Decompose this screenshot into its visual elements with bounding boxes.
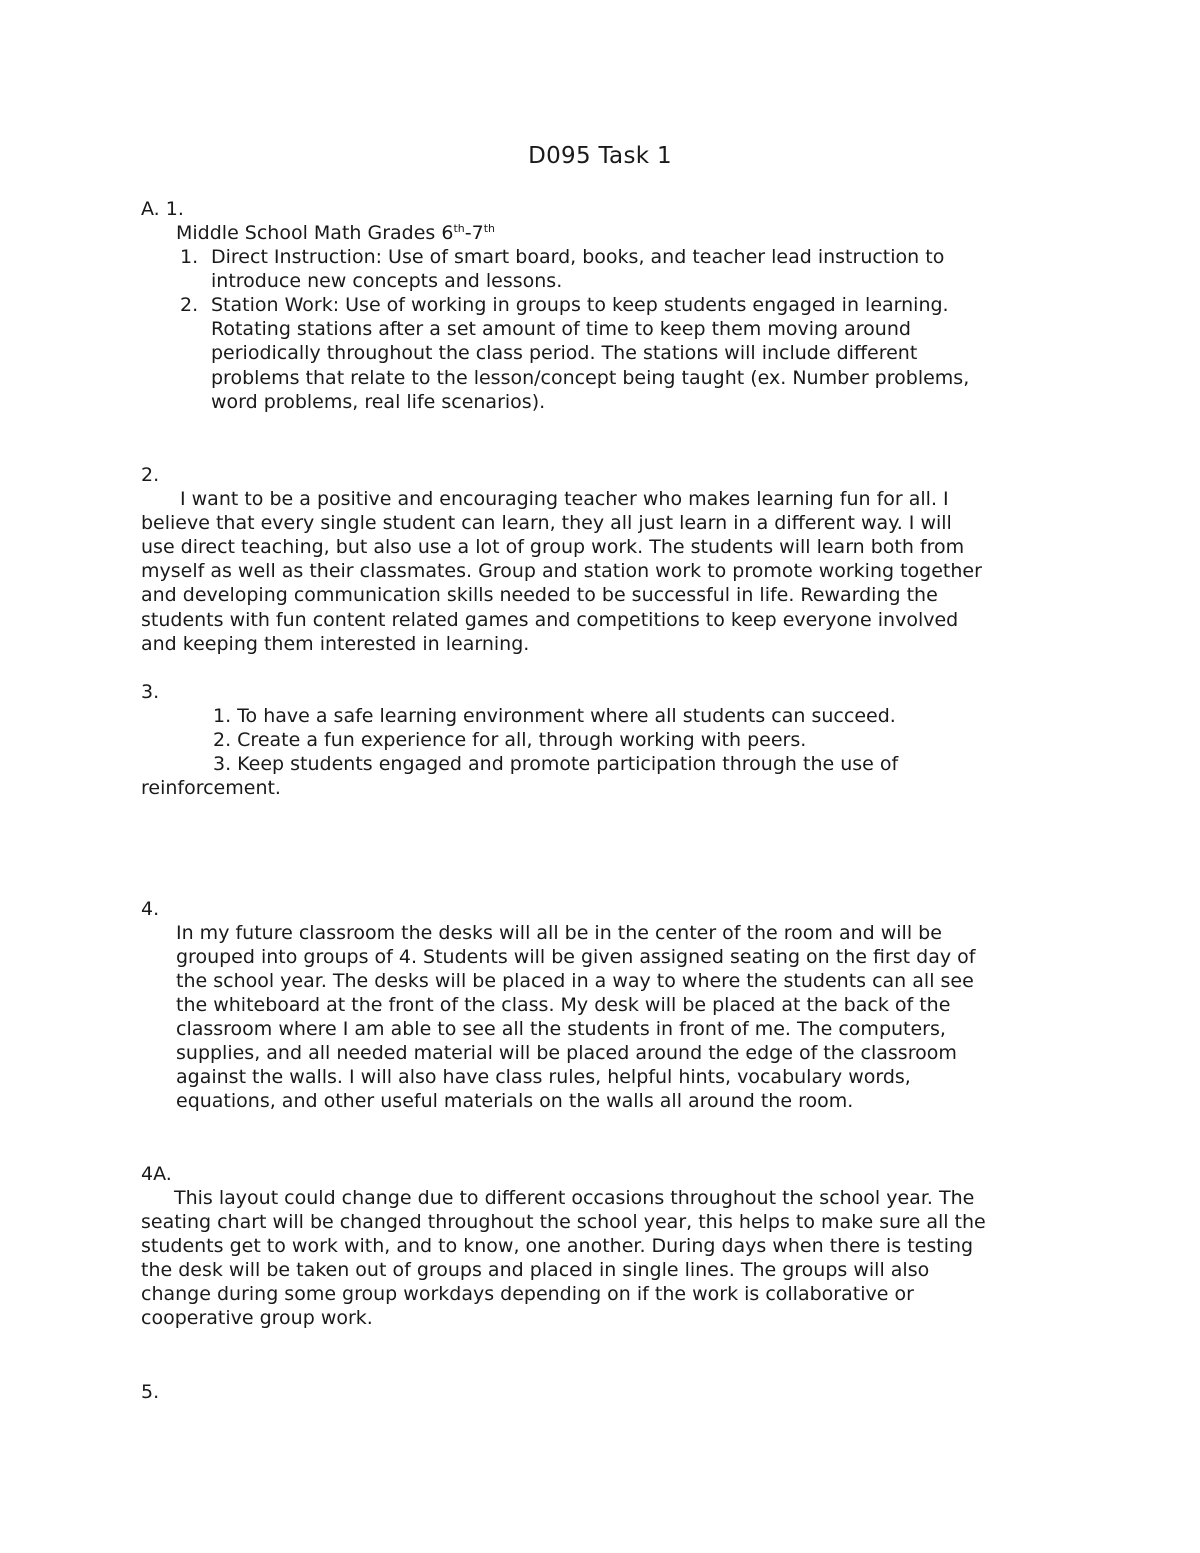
paragraph-line: the whiteboard at the front of the class. My desk will be placed at the back of the — [176, 994, 951, 1016]
paragraph-line: myself as well as their classmates. Group and station work to promote working together — [141, 560, 982, 582]
section-4-label: 4. — [141, 898, 160, 920]
paragraph-line: students with fun content related games and competitions to keep everyone involved — [141, 609, 959, 631]
paragraph-line: against the walls. I will also have class rules, helpful hints, vocabulary words, — [176, 1066, 911, 1088]
list-item-text: Direct Instruction: Use of smart board, books, and teacher lead instruction to — [211, 246, 945, 268]
paragraph-line: change during some group workdays depending on if the work is collaborative or — [141, 1283, 914, 1305]
paragraph-line: classroom where I am able to see all the students in front of me. The computers, — [176, 1018, 946, 1040]
list-item-text: word problems, real life scenarios). — [211, 391, 546, 413]
list-item-text: Station Work: Use of working in groups to keep students engaged in learning. — [211, 294, 949, 316]
section-a1-label: A. 1. — [141, 198, 184, 220]
paragraph-line: I want to be a positive and encouraging teacher who makes learning fun for all. I — [180, 488, 949, 510]
course-prefix: Middle School Math Grades 6 — [176, 222, 454, 244]
list-item-text: periodically throughout the class period. The stations will include different — [211, 342, 918, 364]
paragraph-line: the school year. The desks will be placed in a way to where the students can all see — [176, 970, 974, 992]
section-5-label: 5. — [141, 1381, 160, 1403]
paragraph-line: believe that every single student can learn, they all just learn in a different way. I will — [141, 512, 952, 534]
paragraph-line: the desk will be taken out of groups and placed in single lines. The groups will also — [141, 1259, 930, 1281]
list-item-number: 1. — [180, 246, 199, 268]
section-3-label: 3. — [141, 681, 160, 703]
goal-item: 2. Create a fun experience for all, through working with peers. — [213, 729, 807, 751]
paragraph-line: This layout could change due to different occasions throughout the school year. The — [174, 1187, 975, 1209]
section-2-label: 2. — [141, 464, 160, 486]
goal-item: 1. To have a safe learning environment where all students can succeed. — [213, 705, 896, 727]
paragraph-line: cooperative group work. — [141, 1307, 373, 1329]
list-item-text: introduce new concepts and lessons. — [211, 270, 563, 292]
list-item-number: 2. — [180, 294, 199, 316]
course-mid: -7 — [464, 222, 484, 244]
paragraph-line: grouped into groups of 4. Students will be given assigned seating on the first day of — [176, 946, 976, 968]
goal-item: 3. Keep students engaged and promote participation through the use of — [213, 753, 899, 775]
list-item-text: Rotating stations after a set amount of time to keep them moving around — [211, 318, 911, 340]
list-item-text: problems that relate to the lesson/concept being taught (ex. Number problems, — [211, 367, 970, 389]
document-title: D095 Task 1 — [528, 143, 672, 169]
course-heading — [176, 221, 495, 245]
paragraph-line: seating chart will be changed throughout the school year, this helps to make sure all the — [141, 1211, 986, 1233]
paragraph-line: equations, and other useful materials on the walls all around the room. — [176, 1090, 854, 1112]
course-superscript-1: th — [453, 222, 465, 235]
paragraph-line: students get to work with, and to know, one another. During days when there is testing — [141, 1235, 974, 1257]
paragraph-line: use direct teaching, but also use a lot of group work. The students will learn both from — [141, 536, 965, 558]
paragraph-line: and developing communication skills needed to be successful in life. Rewarding the — [141, 584, 938, 606]
course-superscript-2: th — [483, 222, 495, 235]
paragraph-line: In my future classroom the desks will all be in the center of the room and will be — [176, 922, 942, 944]
section-4a-label: 4A. — [141, 1163, 172, 1185]
paragraph-line: supplies, and all needed material will be placed around the edge of the classroom — [176, 1042, 957, 1064]
goal-item-continuation: reinforcement. — [141, 777, 281, 799]
paragraph-line: and keeping them interested in learning. — [141, 633, 530, 655]
